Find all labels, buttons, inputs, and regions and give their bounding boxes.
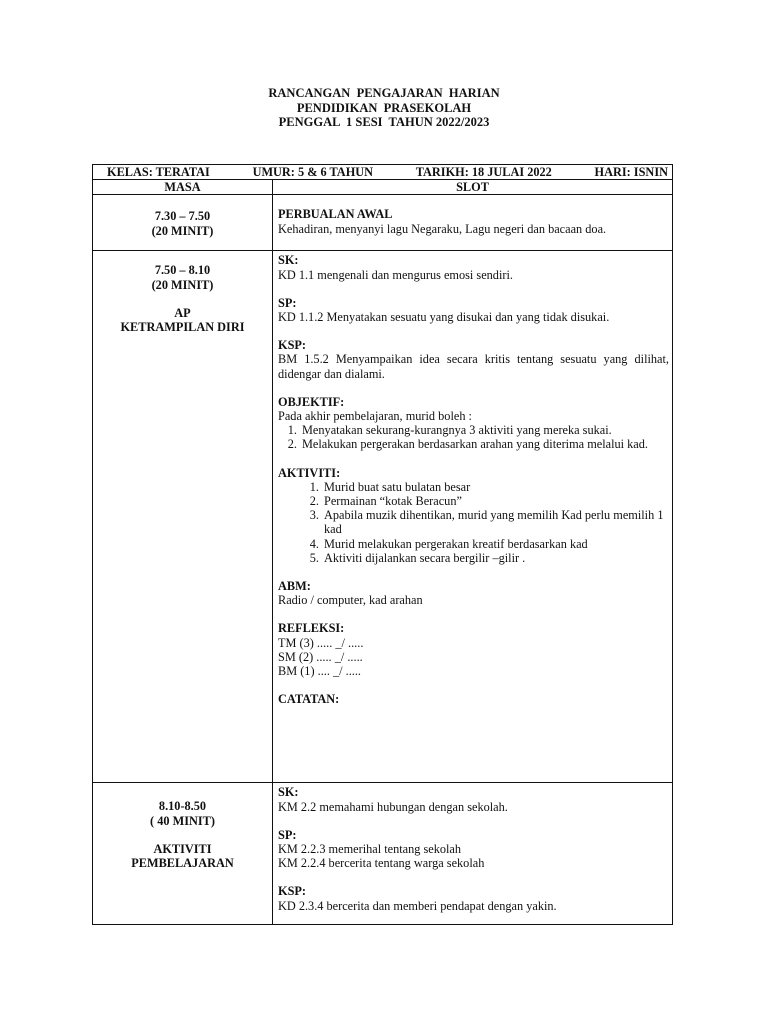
sp-label: SP: <box>278 827 297 842</box>
row-aktiviti-pembelajaran <box>93 783 673 925</box>
subject-label: AP <box>174 305 191 320</box>
ksp-label: KSP: <box>278 884 307 899</box>
sk-text: KD 1.1 mengenali dan mengurus emosi sendiri. <box>278 267 513 282</box>
slot-text: Kehadiran, menyanyi lagu Negaraku, Lagu negeri dan bacaan doa. <box>278 221 607 236</box>
list-item: 3. Apabila muzik dihentikan, murid yang memilih Kad perlu memilih 1 kad <box>322 508 669 536</box>
masa-header: MASA <box>93 180 273 195</box>
abm-text: Radio / computer, kad arahan <box>278 593 423 608</box>
duration: (20 MINIT) <box>151 223 214 238</box>
catatan-label: CATATAN: <box>278 692 340 707</box>
subject-name: KETRAMPILAN DIRI <box>120 320 245 335</box>
list-item: 2. Melakukan pergerakan berdasarkan arahan yang diterima melalui kad. <box>300 437 669 451</box>
duration: ( 40 MINIT) <box>150 813 215 828</box>
sk-text: KM 2.2 memahami hubungan dengan sekolah. <box>278 799 508 814</box>
document-header <box>0 86 768 130</box>
sk-label: SK: <box>278 253 299 268</box>
objektif-list <box>278 423 669 451</box>
objektif-intro: Pada akhir pembelajaran, murid boleh : <box>278 409 472 424</box>
time: 7.30 – 7.50 <box>154 209 211 224</box>
ksp-text: BM 1.5.2 Menyampaikan idea secara kritis tentang sesuatu yang dilihat, didengar dan dialami. <box>278 352 670 381</box>
sk-label: SK: <box>278 785 299 800</box>
refleksi-label: REFLEKSI: <box>278 621 345 636</box>
ksp-text: KD 2.3.4 bercerita dan memberi pendapat dengan yakin. <box>278 898 557 913</box>
list-item: 4. Murid melakukan pergerakan kreatif berdasarkan kad <box>322 537 669 551</box>
kelas-field: KELAS: TERATAI <box>107 165 210 179</box>
slot-title: PERBUALAN AWAL <box>278 207 393 222</box>
subject-label: AKTIVITI <box>153 841 212 856</box>
column-header-row <box>93 180 673 195</box>
time: 7.50 – 8.10 <box>154 263 211 278</box>
header-subtitle: PENDIDIKAN PRASEKOLAH <box>296 100 472 115</box>
sp-text: KM 2.2.4 bercerita tentang warga sekolah <box>278 856 485 871</box>
refleksi-tm: TM (3) ..... _/ ..... <box>278 635 364 650</box>
refleksi-bm: BM (1) .... _/ ..... <box>278 664 362 679</box>
duration: (20 MINIT) <box>151 277 214 292</box>
refleksi-sm: SM (2) ..... _/ ..... <box>278 649 363 664</box>
lesson-plan-table <box>92 164 673 925</box>
hari-field: HARI: ISNIN <box>594 165 668 179</box>
tarikh-field: TARIKH: 18 JULAI 2022 <box>415 165 552 179</box>
abm-label: ABM: <box>278 579 311 594</box>
aktiviti-list <box>278 480 669 565</box>
slot-header: SLOT <box>273 180 673 195</box>
objektif-label: OBJEKTIF: <box>278 394 345 409</box>
header-term: PENGGAL 1 SESI TAHUN 2022/2023 <box>278 115 490 129</box>
sp-label: SP: <box>278 295 297 310</box>
sp-text: KD 1.1.2 Menyatakan sesuatu yang disukai dan yang tidak disukai. <box>278 310 610 325</box>
sp-text: KM 2.2.3 memerihal tentang sekolah <box>278 842 462 857</box>
list-item: 5. Aktiviti dijalankan secara bergilir –gilir . <box>322 551 669 565</box>
list-item: 2. Permainan “kotak Beracun” <box>322 494 669 508</box>
umur-field: UMUR: 5 & 6 TAHUN <box>252 165 374 179</box>
time: 8.10-8.50 <box>158 799 207 814</box>
ksp-label: KSP: <box>278 338 307 353</box>
list-item: 1. Menyatakan sekurang-kurangnya 3 aktiviti yang mereka sukai. <box>300 423 669 437</box>
list-item: 1. Murid buat satu bulatan besar <box>322 480 669 494</box>
header-title: RANCANGAN PENGAJARAN HARIAN <box>268 86 500 100</box>
info-row <box>93 165 673 180</box>
subject-name: PEMBELAJARAN <box>131 856 234 871</box>
row-perbualan-awal <box>93 195 673 251</box>
row-ketrampilan-diri <box>93 251 673 783</box>
aktiviti-label: AKTIVITI: <box>278 465 341 480</box>
